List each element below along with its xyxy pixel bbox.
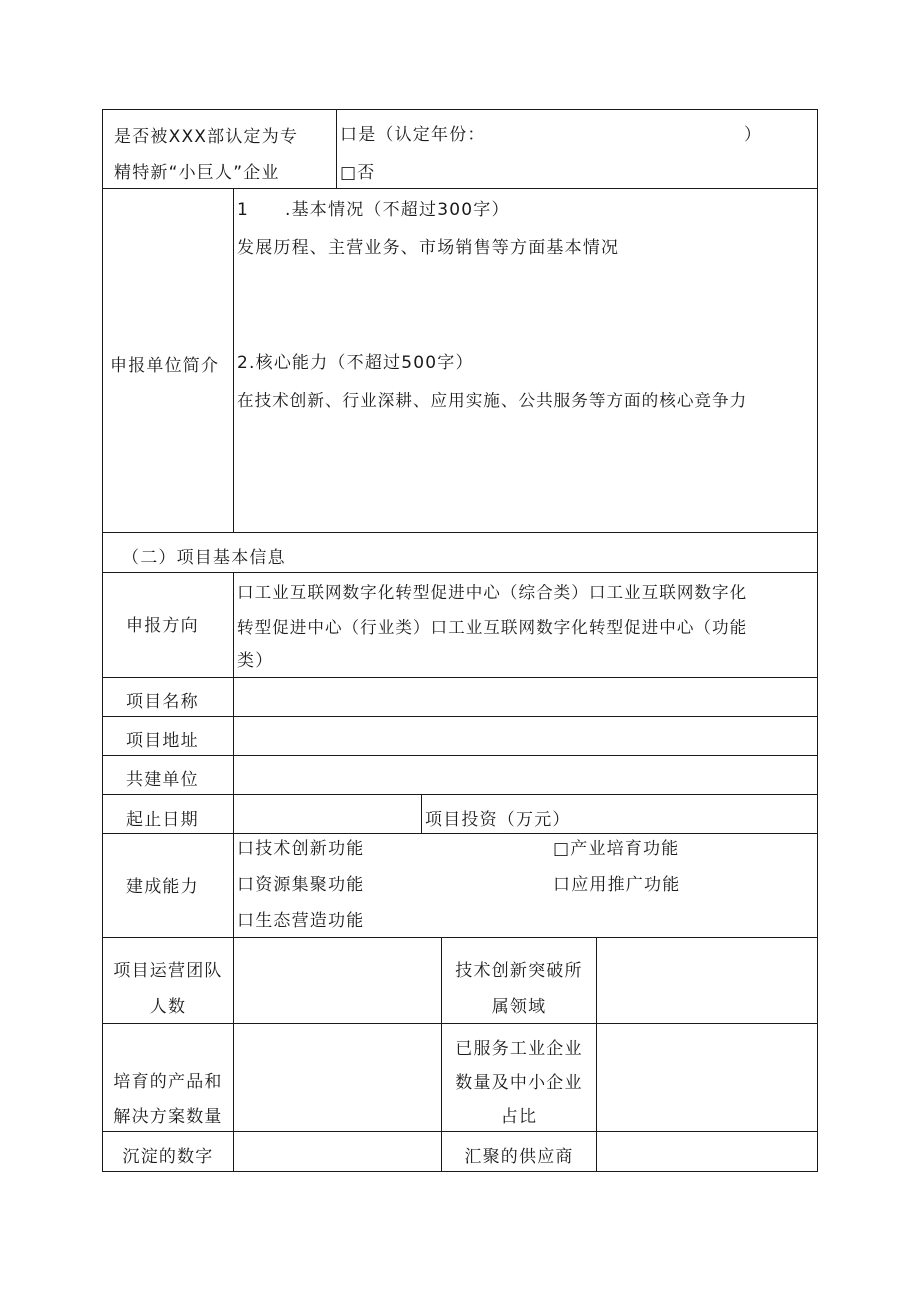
products-count-label-line2: 解决方案数量: [113, 1107, 223, 1127]
products-count-input[interactable]: [234, 1024, 441, 1131]
capability-option-ecosystem-building[interactable]: 口生态营造功能: [237, 911, 365, 931]
capability-label: 建成能力: [126, 877, 199, 897]
project-address-label: 项目地址: [126, 731, 199, 751]
row-divider: [102, 572, 818, 573]
capability-option-industry-cultivation[interactable]: □产业培育功能: [553, 839, 680, 859]
col-divider: [421, 794, 422, 834]
served-label-line3: 占比: [500, 1107, 538, 1127]
products-count-label-line1: 培育的产品和: [113, 1072, 223, 1092]
co-builder-label: 共建单位: [126, 770, 199, 790]
served-label-line2: 数量及中小企业: [455, 1073, 583, 1093]
co-builder-input[interactable]: [234, 756, 817, 794]
row-divider: [102, 833, 818, 834]
direction-label: 申报方向: [126, 616, 199, 636]
served-label-line1: 已服务工业企业: [455, 1039, 583, 1059]
col-divider: [233, 188, 234, 533]
special-label-line2: 精特新“小巨人”企业: [114, 163, 280, 183]
served-input[interactable]: [597, 1024, 817, 1131]
special-option-yes-close: ）: [744, 125, 763, 145]
row-divider: [102, 532, 818, 533]
tech-field-label-line1: 技术创新突破所: [455, 961, 583, 981]
row-divider: [102, 188, 818, 189]
capability-option-application-promotion[interactable]: 口应用推广功能: [553, 875, 681, 895]
profile-item1-title: .基本情况（不超过300字）: [285, 200, 510, 220]
capability-option-tech-innovation[interactable]: 口技术创新功能: [237, 839, 365, 859]
date-range-label: 起止日期: [126, 810, 199, 830]
profile-item2-title: 2.核心能力（不超过500字）: [237, 353, 474, 373]
row-divider: [102, 677, 818, 678]
table-border-right: [817, 109, 818, 1172]
special-option-yes[interactable]: 口是（认定年份：: [340, 125, 486, 145]
profile-item2-desc: 在技术创新、行业深耕、应用实施、公共服务等方面的核心竞争力: [237, 391, 748, 410]
table-border-bottom: [102, 1171, 818, 1172]
project-address-input[interactable]: [234, 717, 817, 755]
section-title: （二）项目基本信息: [122, 548, 286, 568]
investment-label: 项目投资（万元）: [425, 810, 571, 830]
profile-item1-desc: 发展历程、主营业务、市场销售等方面基本情况: [237, 238, 620, 258]
tech-field-input[interactable]: [597, 938, 817, 1023]
direction-options-line3: 类）: [237, 651, 274, 671]
direction-options-line1[interactable]: 口工业互联网数字化转型促进中心（综合类）口工业互联网数字化: [237, 583, 748, 602]
team-size-input[interactable]: [234, 938, 441, 1023]
project-name-label: 项目名称: [126, 692, 199, 712]
suppliers-label: 汇聚的供应商: [464, 1147, 574, 1167]
capability-option-resource-aggregation[interactable]: 口资源集聚功能: [237, 875, 365, 895]
special-option-no[interactable]: □否: [340, 163, 376, 183]
table-border-top: [102, 109, 818, 110]
row-divider: [102, 794, 818, 795]
profile-label: 申报单位简介: [110, 356, 220, 376]
col-divider: [336, 109, 337, 189]
digital-assets-label: 沉淀的数字: [122, 1147, 214, 1167]
tech-field-label-line2: 属领域: [491, 997, 547, 1017]
direction-options-line2[interactable]: 转型促进中心（行业类）口工业互联网数字化转型促进中心（功能: [237, 618, 748, 637]
date-range-input[interactable]: [234, 795, 421, 833]
team-size-label-line2: 人数: [149, 997, 187, 1017]
row-divider: [102, 1131, 818, 1132]
team-size-label-line1: 项目运营团队: [113, 961, 223, 981]
profile-item1-number: 1: [237, 200, 250, 220]
special-label-line1: 是否被XXX部认定为专: [114, 127, 299, 147]
